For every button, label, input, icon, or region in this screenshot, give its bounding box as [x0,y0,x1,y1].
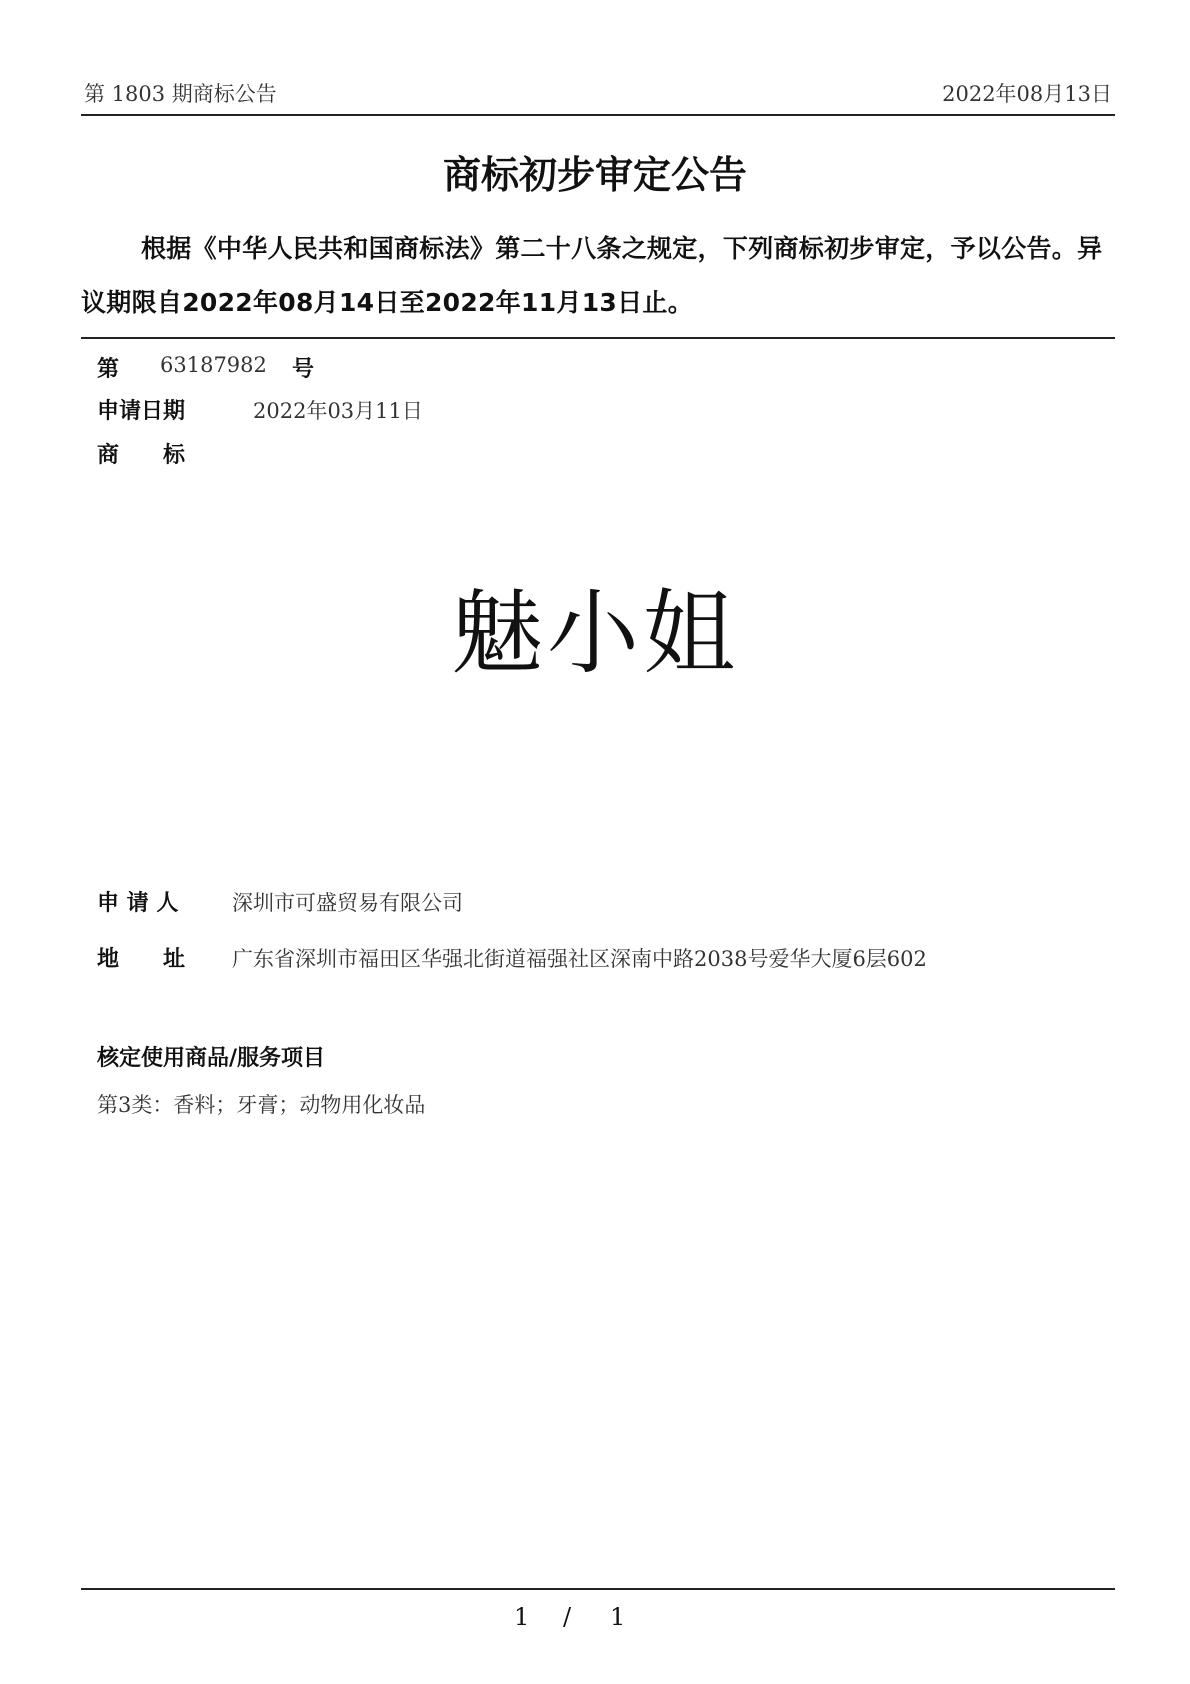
page-total: 1 [610,1603,626,1631]
trademark-mark: 魅小姐 [450,580,739,687]
trademark-label: 商 标 [97,443,186,468]
application-date-label: 申请日期 [97,399,186,424]
registration-number: 63187982 [160,353,267,377]
page-title: 商标初步审定公告 [442,153,747,197]
page-current: 1 [514,1603,530,1631]
section-divider [81,337,1115,339]
number-label-suffix: 号 [292,357,315,382]
address-label: 地 址 [97,947,186,972]
address-value: 广东省深圳市福田区华强北街道福强社区深南中路2038号爱华大厦6层602 [232,947,927,971]
publication-date: 2022年08月13日 [942,82,1112,106]
applicant-label: 申 请 人 [97,891,179,916]
application-date: 2022年03月11日 [253,399,423,423]
goods-list: 第3类：香料；牙膏；动物用化妆品 [97,1093,426,1117]
announcement-paragraph: 根据《中华人民共和国商标法》第二十八条之规定，下列商标初步审定，予以公告。异议期限自2022年08月14日至2022年11月13日止。 [81,234,1103,317]
header-divider [81,114,1115,116]
page-separator: / [563,1603,572,1631]
number-label-prefix: 第 [97,357,120,382]
goods-heading: 核定使用商品/服务项目 [97,1046,326,1071]
applicant-name: 深圳市可盛贸易有限公司 [232,891,463,915]
issue-number: 第 1803 期商标公告 [84,82,277,106]
footer-divider [81,1588,1115,1590]
